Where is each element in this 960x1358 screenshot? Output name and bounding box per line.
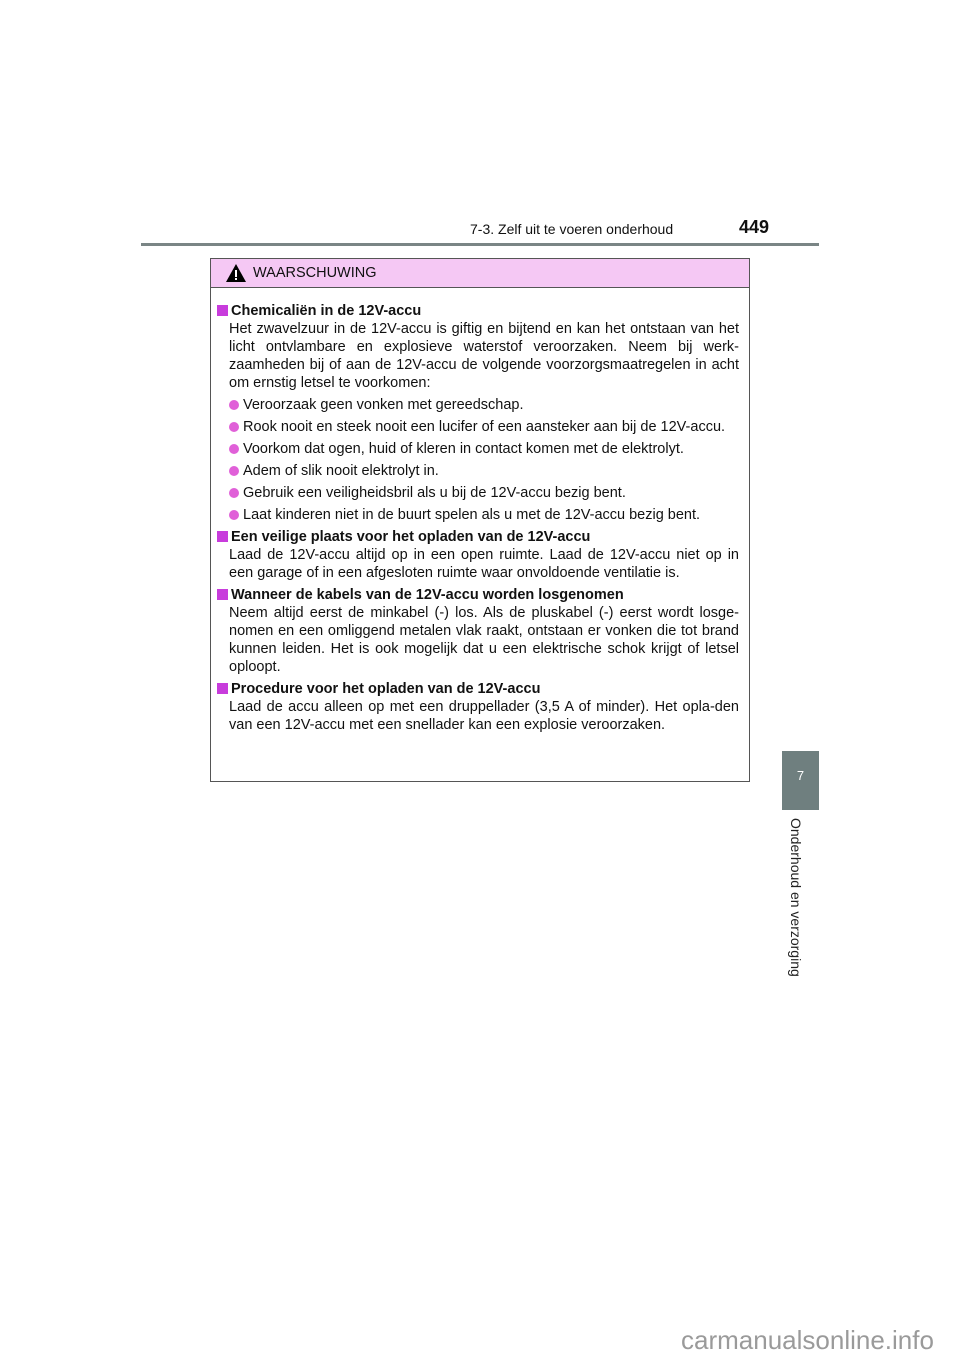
list-item: Veroorzaak geen vonken met gereedschap. (229, 396, 739, 414)
bullet-icon (229, 444, 239, 454)
section-text: Het zwavelzuur in de 12V-accu is giftig en bijtend en kan het ontstaan van het licht ontvlambare en explosieve waterstof veroorzaken. Neem bij werk-zaamheden bij of aan de 12V-accu de volgende voorzorgsmaatregelen in acht om ernstig letsel te voorkomen: (229, 321, 739, 391)
header-divider (141, 243, 819, 246)
warning-triangle-icon (225, 263, 247, 283)
square-bullet-icon (217, 683, 228, 694)
bullet-icon (229, 510, 239, 520)
section-title: Procedure voor het opladen van de 12V-accu (215, 680, 739, 698)
section-text: Neem altijd eerst de minkabel (-) los. Als de pluskabel (-) eerst wordt losge-nomen en een omliggend metalen vlak raakt, ontstaan er vonken die tot brand kunnen leiden. Het is ook mogelijk dat u een elektrische schok krijgt of letsel oploopt. (229, 605, 739, 675)
warning-box (210, 258, 750, 782)
section-text: Laad de accu alleen op met een druppellader (3,5 A of minder). Het opla-den van een 12V-accu met een snellader kan een explosie veroorzaken. (229, 699, 739, 733)
warning-title: WAARSCHUWING (253, 265, 377, 281)
section-header: 7-3. Zelf uit te voeren onderhoud (470, 221, 674, 237)
section-title: Een veilige plaats voor het opladen van de 12V-accu (215, 528, 739, 546)
bullet-icon (229, 466, 239, 476)
list-item: Rook nooit en steek nooit een lucifer of een aansteker aan bij de 12V-accu. (229, 418, 739, 436)
warning-header (211, 259, 749, 288)
bullet-icon (229, 422, 239, 432)
bullet-icon (229, 400, 239, 410)
bullet-icon (229, 488, 239, 498)
section-text: Laad de 12V-accu altijd op in een open ruimte. Laad de 12V-accu niet op in een garage of in een afgesloten ruimte waar onvoldoende ventilatie is. (229, 547, 739, 581)
chapter-label: Onderhoud en verzorging (788, 818, 804, 977)
list-item: Laat kinderen niet in de buurt spelen als u met de 12V-accu bezig bent. (229, 506, 739, 524)
square-bullet-icon (217, 305, 228, 316)
list-item: Voorkom dat ogen, huid of kleren in contact komen met de elektrolyt. (229, 440, 739, 458)
section-title: Wanneer de kabels van de 12V-accu worden losgenomen (215, 586, 739, 604)
list-item: Gebruik een veiligheidsbril als u bij de 12V-accu bezig bent. (229, 484, 739, 502)
page-number: 449 (739, 217, 770, 237)
watermark: carmanualsonline.info (681, 1325, 934, 1355)
square-bullet-icon (217, 531, 228, 542)
section-title: Chemicaliën in de 12V-accu (215, 302, 739, 320)
chapter-tab: 7 (782, 751, 819, 810)
square-bullet-icon (217, 589, 228, 600)
list-item: Adem of slik nooit elektrolyt in. (229, 462, 739, 480)
